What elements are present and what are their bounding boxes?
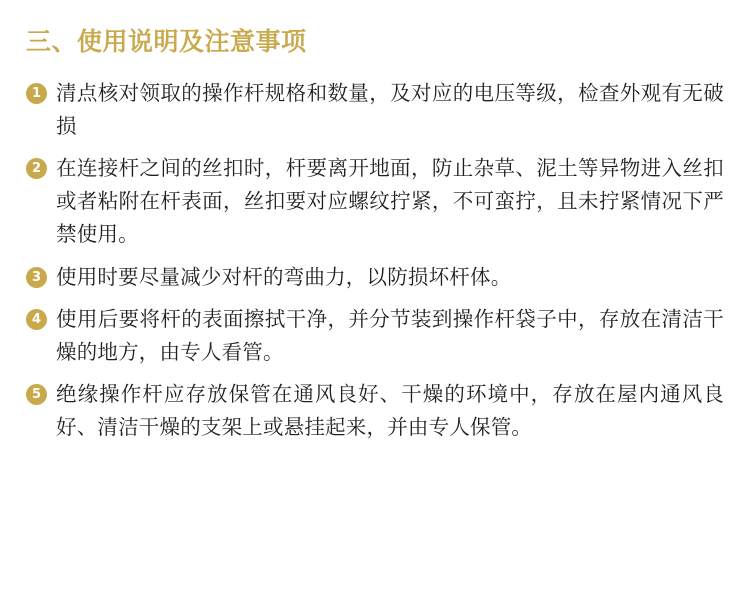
- list-item-text: 使用时要尽量减少对杆的弯曲力，以防损坏杆体。: [56, 265, 512, 289]
- list-marker-3: 3: [26, 267, 47, 288]
- list-item-text: 在连接杆之间的丝扣时，杆要离开地面，防止杂草、泥土等异物进入丝扣或者粘附在杆表面，丝扣要对应螺纹拧紧，不可蛮拧，且未拧紧情况下严禁使用。: [56, 156, 724, 247]
- instruction-list: [26, 77, 724, 445]
- list-marker-5: 5: [26, 384, 47, 405]
- list-marker-1: 1: [26, 83, 47, 104]
- list-marker-4: 4: [26, 309, 47, 330]
- list-item: [26, 303, 724, 369]
- list-item-text: 使用后要将杆的表面擦拭干净，并分节装到操作杆袋子中，存放在清洁干燥的地方，由专人看管。: [56, 307, 724, 364]
- list-item-text: 绝缘操作杆应存放保管在通风良好、干燥的环境中，存放在屋内通风良好、清洁干燥的支架上或悬挂起来，并由专人保管。: [56, 383, 724, 440]
- list-item: [26, 261, 724, 294]
- list-item-text: 清点核对领取的操作杆规格和数量，及对应的电压等级，检查外观有无破损: [56, 81, 724, 138]
- list-marker-2: 2: [26, 158, 47, 179]
- page-title: 三、使用说明及注意事项: [26, 28, 307, 56]
- list-item: [26, 378, 724, 444]
- list-item: [26, 77, 724, 143]
- list-item: [26, 152, 724, 252]
